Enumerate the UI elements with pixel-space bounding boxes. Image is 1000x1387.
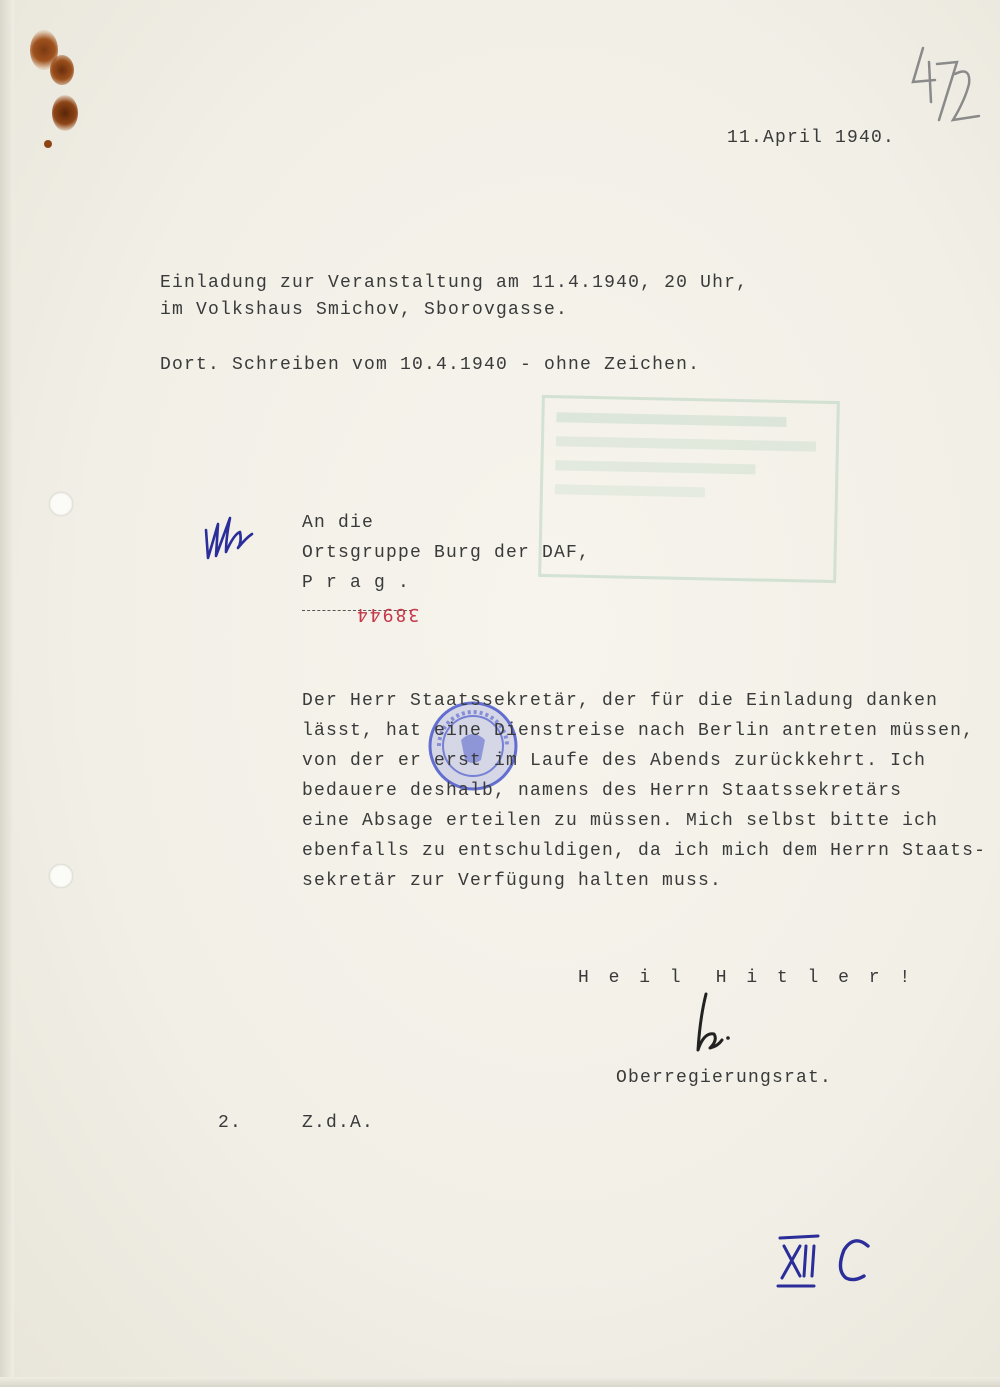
closing-salutation: H e i l H i t l e r !	[578, 968, 915, 988]
recipient-line-1: An die	[302, 513, 375, 533]
letter-date: 11.April 1940.	[727, 128, 896, 148]
signature	[688, 988, 738, 1058]
item-number: 2.	[218, 1113, 243, 1133]
body-line-2: lässt, hat eine Dienstreise nach Berlin antreten müssen,	[302, 721, 975, 741]
subject-line-2: im Volkshaus Smichov, Sborovgasse.	[160, 300, 569, 320]
body-line-6: ebenfalls zu entschuldigen, da ich mich dem Herrn Staats-	[302, 841, 987, 861]
item-text: Z.d.A.	[302, 1113, 375, 1133]
paper-edge-left	[0, 0, 14, 1387]
body-line-4: bedauere deshalb, namens des Herrn Staatssekretärs	[302, 781, 903, 801]
paper-edge-bottom	[0, 1377, 1000, 1387]
archive-mark-handwritten	[905, 40, 985, 130]
body-line-3: von der er erst im Laufe des Abends zurückkehrt. Ich	[302, 751, 927, 771]
reference-line: Dort. Schreiben vom 10.4.1940 - ohne Zeichen.	[160, 355, 701, 375]
subject-line-1: Einladung zur Veranstaltung am 11.4.1940, 20 Uhr,	[160, 273, 749, 293]
recipient-line-2: Ortsgruppe Burg der DAF,	[302, 543, 591, 563]
body-line-1: Der Herr Staatssekretär, der für die Einladung danken	[302, 691, 939, 711]
handwritten-code-xii-c	[774, 1228, 884, 1298]
punch-hole-top	[49, 492, 73, 516]
body-line-7: sekretär zur Verfügung halten muss.	[302, 871, 723, 891]
signatory-title: Oberregierungsrat.	[616, 1068, 833, 1088]
punch-hole-bottom	[49, 864, 73, 888]
registry-number-stamp: 38944	[355, 604, 420, 625]
handwritten-initials	[200, 508, 260, 564]
body-line-5: eine Absage erteilen zu müssen. Mich selbst bitte ich	[302, 811, 939, 831]
recipient-line-3: P r a g .	[302, 573, 411, 593]
